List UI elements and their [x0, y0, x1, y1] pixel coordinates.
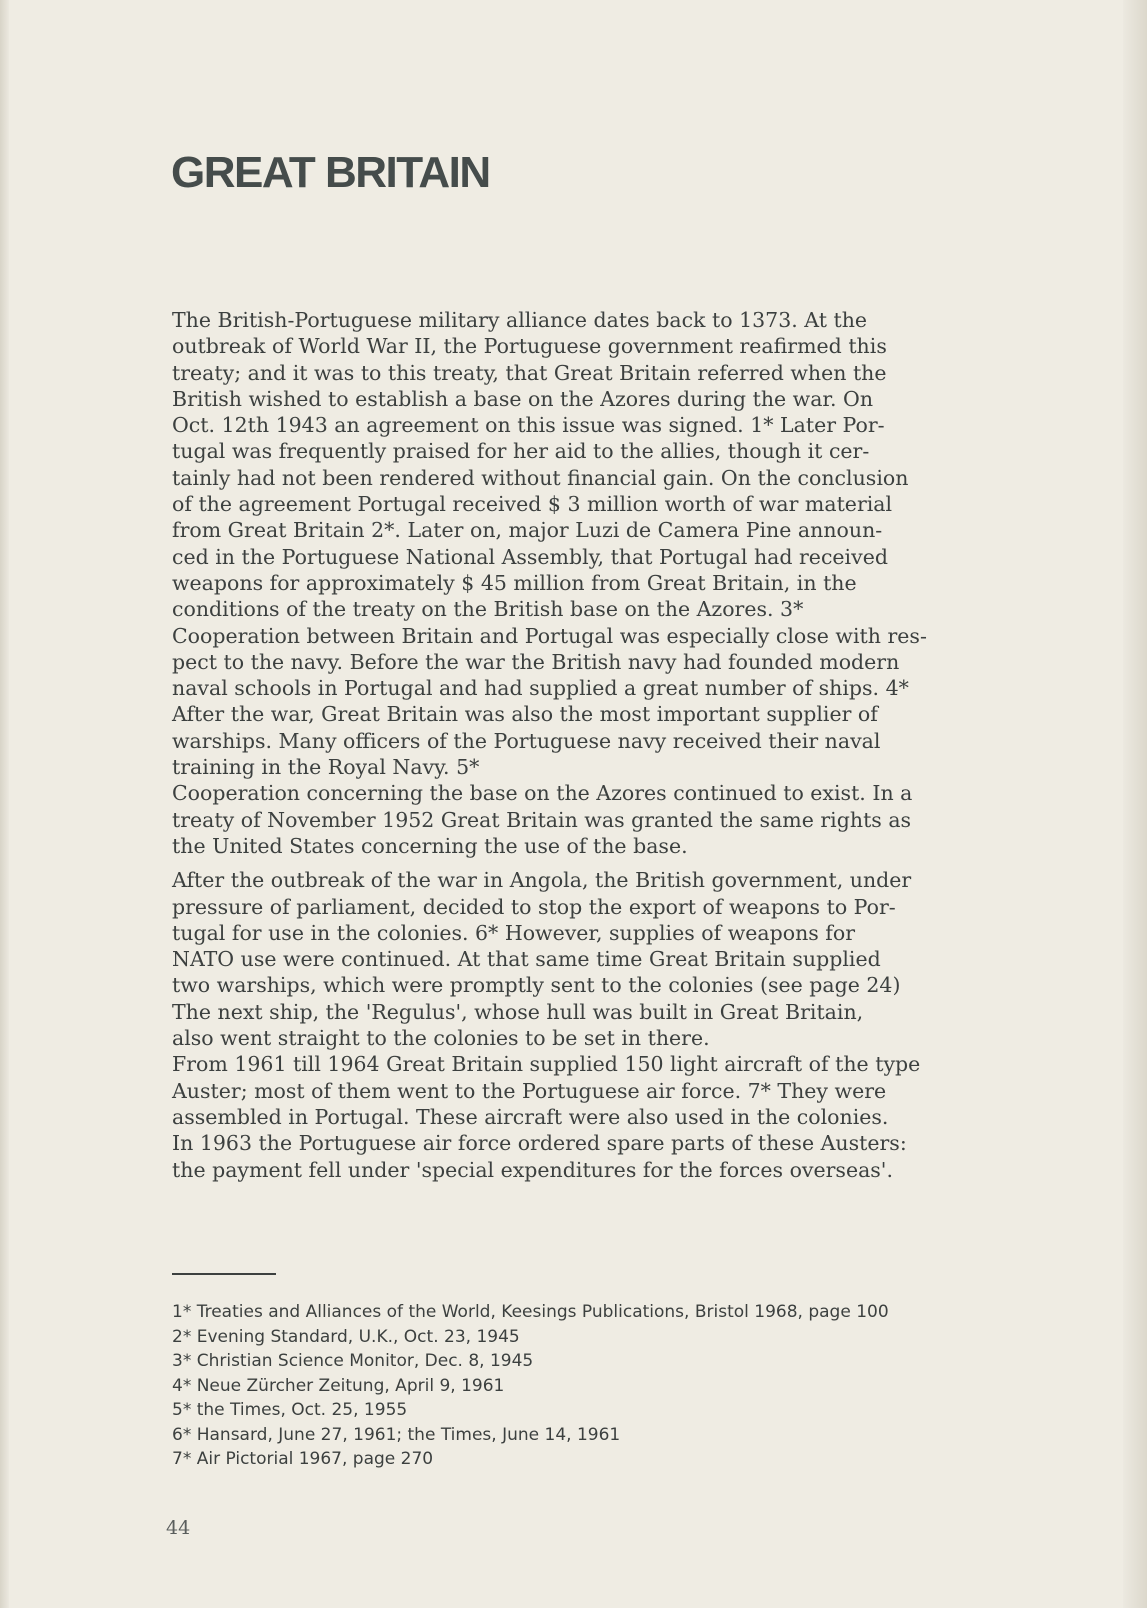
- body-line: tugal for use in the colonies. 6* However, supplies of weapons for: [172, 920, 856, 945]
- body-line: pect to the navy. Before the war the British navy had founded modern: [172, 649, 900, 674]
- body-text: [172, 307, 1092, 1183]
- footnote-item: 7* Air Pictorial 1967, page 270: [172, 1449, 434, 1469]
- body-line: the United States concerning the use of the base.: [172, 833, 688, 858]
- paragraph-gap: [172, 859, 1092, 867]
- body-line: treaty; and it was to this treaty, that Great Britain referred when the: [172, 360, 887, 385]
- body-line: from Great Britain 2*. Later on, major Luzi de Camera Pine announ-: [172, 518, 883, 543]
- body-line: assembled in Portugal. These aircraft were also used in the colonies.: [172, 1104, 889, 1129]
- body-line: ced in the Portuguese National Assembly, that Portugal had received: [172, 544, 888, 569]
- footnote-item: 6* Hansard, June 27, 1961; the Times, June 14, 1961: [172, 1424, 621, 1445]
- body-line: also went straight to the colonies to be set in there.: [172, 1026, 710, 1051]
- body-line: tainly had not been rendered without financial gain. On the conclusion: [172, 465, 909, 490]
- body-line: British wished to establish a base on the Azores during the war. On: [172, 386, 874, 411]
- body-line: two warships, which were promptly sent to the colonies (see page 24): [172, 973, 901, 998]
- page-edge-left: [0, 0, 9, 1608]
- body-line: outbreak of World War II, the Portuguese government reafirmed this: [172, 334, 887, 359]
- body-line: of the agreement Portugal received $ 3 million worth of war material: [172, 492, 893, 517]
- body-line: pressure of parliament, decided to stop the export of weapons to Por-: [172, 894, 896, 919]
- body-line: Auster; most of them went to the Portuguese air force. 7* They were: [172, 1078, 887, 1103]
- body-line: In 1963 the Portuguese air force ordered spare parts of these Austers:: [172, 1131, 907, 1156]
- page-title: GREAT BRITAIN: [171, 148, 490, 197]
- paragraph-2: [172, 867, 1092, 1183]
- body-line: The British-Portuguese military alliance dates back to 1373. At the: [172, 308, 868, 332]
- body-line: After the war, Great Britain was also the most important supplier of: [172, 702, 878, 727]
- footnote-item: 4* Neue Zürcher Zeitung, April 9, 1961: [172, 1375, 505, 1396]
- body-line: The next ship, the 'Regulus', whose hull was built in Great Britain,: [172, 999, 864, 1024]
- footnote-item: 5* the Times, Oct. 25, 1955: [172, 1400, 408, 1420]
- body-line: After the outbreak of the war in Angola, the British government, under: [172, 868, 912, 893]
- body-line: From 1961 till 1964 Great Britain supplied 150 light aircraft of the type: [172, 1052, 921, 1077]
- page-number: 44: [166, 1517, 191, 1539]
- body-line: conditions of the treaty on the British base on the Azores. 3*: [172, 597, 804, 622]
- footnote-item: 3* Christian Science Monitor, Dec. 8, 1945: [172, 1351, 534, 1371]
- body-line: Oct. 12th 1943 an agreement on this issue was signed. 1* Later Por-: [172, 413, 885, 438]
- body-line: training in the Royal Navy. 5*: [172, 755, 480, 780]
- body-line: the payment fell under 'special expenditures for the forces overseas'.: [172, 1157, 893, 1182]
- body-line: treaty of November 1952 Great Britain was granted the same rights as: [172, 807, 912, 832]
- footnote-item: 1* Treaties and Alliances of the World, Keesings Publications, Bristol 1968, page 100: [172, 1302, 889, 1322]
- page-edge-right: [1123, 0, 1147, 1608]
- body-line: naval schools in Portugal and had supplied a great number of ships. 4*: [172, 676, 909, 701]
- body-line: Cooperation concerning the base on the Azores continued to exist. In a: [172, 781, 913, 806]
- footnote-list: [172, 1300, 1072, 1472]
- paragraph-1: [172, 307, 1092, 859]
- footnote-item: 2* Evening Standard, U.K., Oct. 23, 1945: [172, 1326, 520, 1347]
- body-line: warships. Many officers of the Portuguese navy received their naval: [172, 728, 881, 753]
- body-line: Cooperation between Britain and Portugal was especially close with res-: [172, 623, 927, 648]
- footnote-divider: [172, 1273, 276, 1275]
- body-line: NATO use were continued. At that same time Great Britain supplied: [172, 947, 881, 972]
- body-line: tugal was frequently praised for her aid to the allies, though it cer-: [172, 439, 870, 464]
- body-line: weapons for approximately $ 45 million from Great Britain, in the: [172, 570, 857, 595]
